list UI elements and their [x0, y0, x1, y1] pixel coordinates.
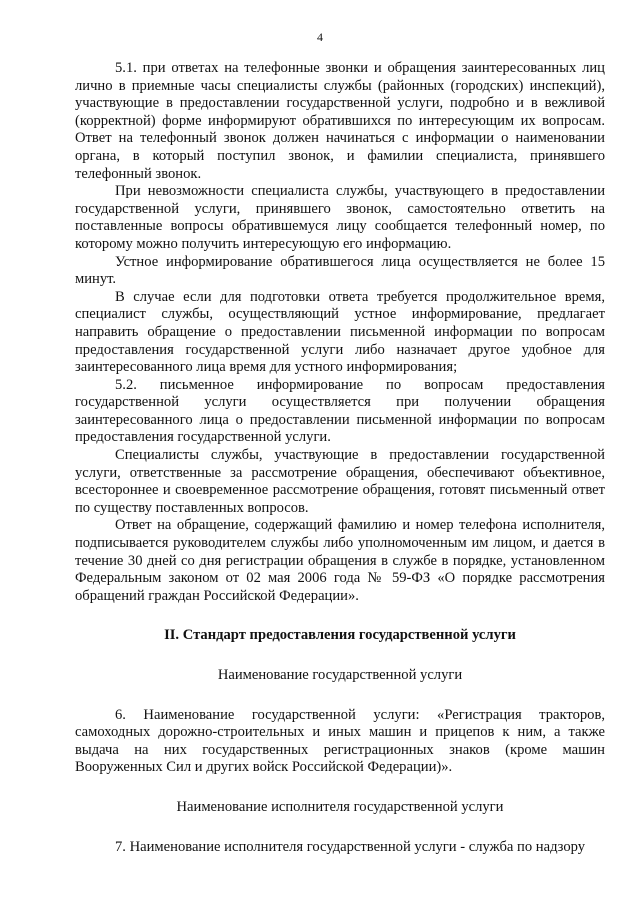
- paragraph-oral-duration: Устное информирование обратившегося лица осуществляется не более 15 минут.: [75, 253, 605, 288]
- section-title: II. Стандарт предоставления государственной услуги: [164, 627, 516, 644]
- page-number: 4: [317, 30, 323, 44]
- subsection-service-name-title: Наименование государственной услуги: [217, 667, 463, 683]
- paragraph-5-1: 5.1. при ответах на телефонные звонки и обращения заинтересованных лиц лично в приемные часы специалисты службы (районных (городских) инспекций), участвующие в предоставлении государственной услуги, подробно и в вежливой (корректной) форме информируют обратившихся по интересующим их вопросам. Ответ на телефонный звонок должен начинаться с информации о наименовании органа, в который поступил звонок, и фамилии специалиста, принявшего телефонный звонок.: [75, 60, 605, 182]
- paragraph-answer-signing: Ответ на обращение, содержащий фамилию и номер телефона исполнителя, подписывается руководителем службы либо уполномоченным им лицом, и дается в течение 30 дней со дня регистрации обращения в службе в порядке, установленном Федеральным законом от 02 мая 2006 года № 59-ФЗ «О порядке рассмотрения обращений граждан Российской Федерации».: [75, 517, 605, 604]
- paragraph-5-2: 5.2. письменное информирование по вопросам предоставления государственной услуги осуществляется при получении обращения заинтересованного лица о предоставлении письменной информации по вопросам предоставления государственной услуги.: [75, 376, 605, 446]
- paragraph-7: 7. Наименование исполнителя государственной услуги - служба по надзору: [115, 838, 586, 855]
- paragraph-callback-info: При невозможности специалиста службы, участвующего в предоставлении государственной услуги, принявшего звонок, самостоятельно ответить на поставленные вопросы обратившемуся лицу сообщается телефонный номер, по которому можно получить интересующую его информацию.: [75, 183, 605, 252]
- document-body: [75, 60, 605, 856]
- paragraph-6: 6. Наименование государственной услуги: «Регистрация тракторов, самоходных дорожно-строительных и иных машин и прицепов к ним, а также выдача на них государственных регистрационных знаков (кроме машин Вооруженных Сил и других войск Российской Федерации)».: [75, 706, 605, 776]
- paragraph-specialists-review: Специалисты службы, участвующие в предоставлении государственной услуги, ответственные за рассмотрение обращения, обеспечивают объективное, всестороннее и своевременное рассмотрение обращения, готовят письменный ответ по существу поставленных вопросов.: [75, 447, 605, 516]
- subsection-executor-title: Наименование исполнителя государственной услуги: [176, 798, 504, 815]
- paragraph-long-answer: В случае если для подготовки ответа требуется продолжительное время, специалист службы, осуществляющий устное информирование, предлагает направить обращение о предоставлении письменной информации по вопросам предоставления государственной услуги либо назначает другое удобное для заинтересованного лица время для устного информирования;: [75, 288, 605, 376]
